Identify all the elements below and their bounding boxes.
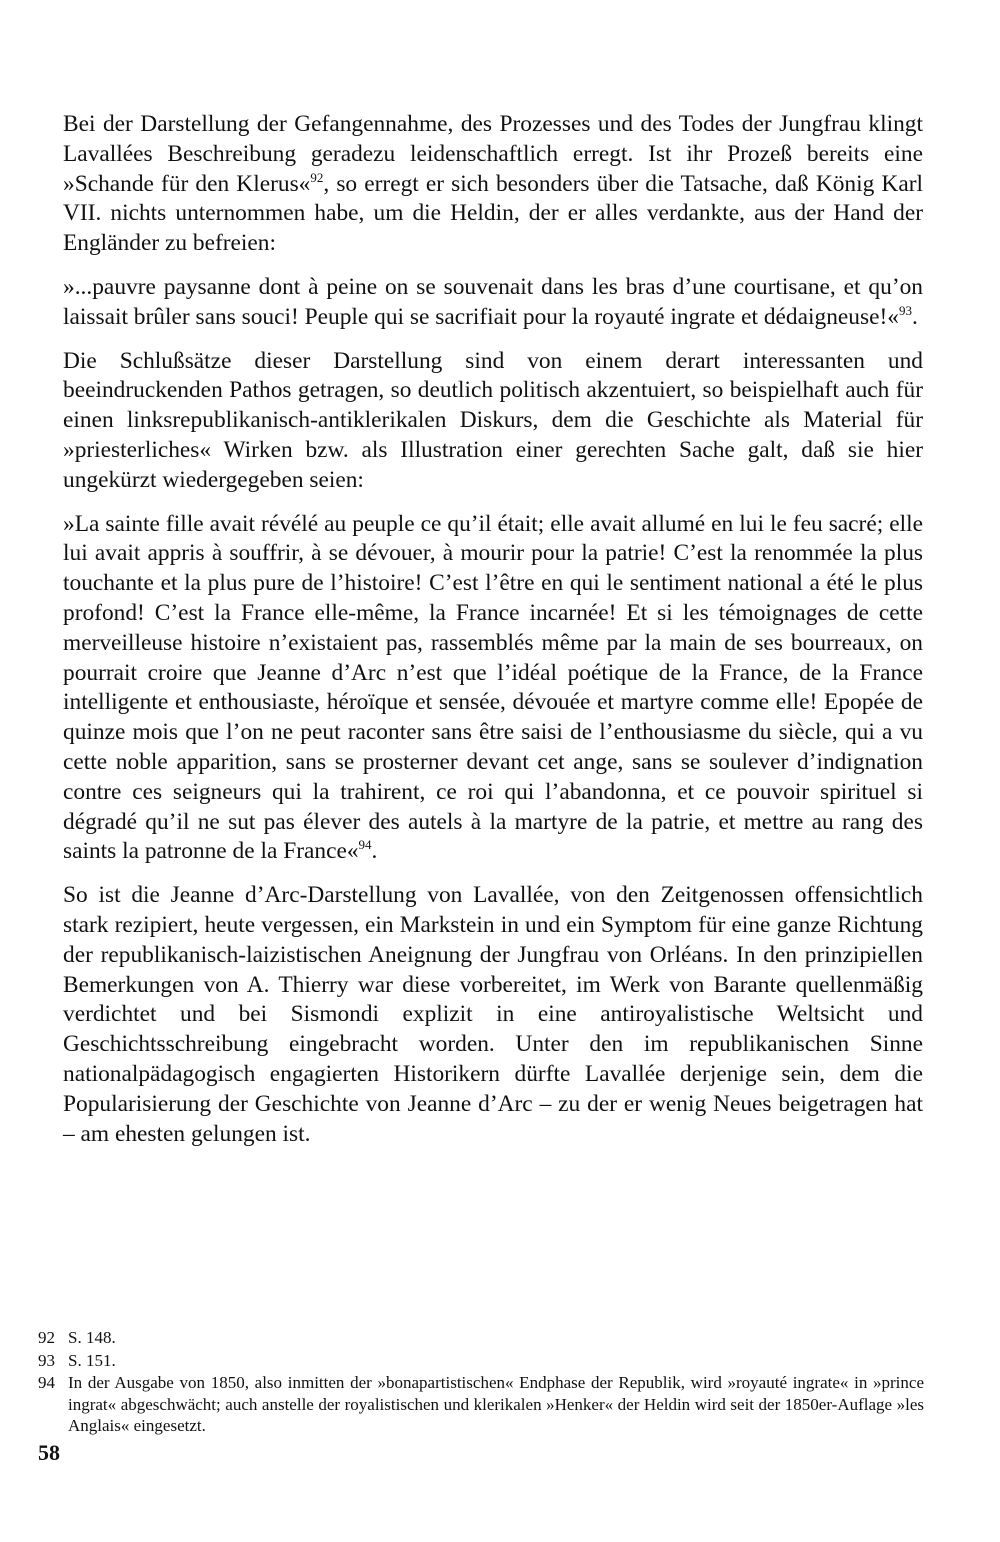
quote-1-rest: . (911, 303, 918, 330)
page-number: 58 (38, 1440, 60, 1465)
quote-2 (63, 510, 923, 868)
footnote-ref-93[interactable]: 93 (898, 302, 912, 318)
paragraph-2 (63, 347, 923, 496)
page-body (63, 110, 923, 1163)
quote-1-text: »...pauvre paysanne dont à peine on se souvenait dans les bras d’une courtisane, et qu’on laissait brûler sans souci! Peuple qui se sacrifiait pour la royauté ingrate et dédaigneuse!« (63, 273, 923, 330)
quote-2-text: »La sainte fille avait révélé au peuple ce qu’il était; elle avait allumé en lui le feu sacré; elle lui avait appris à souffrir, à se dévouer, à mourir pour la patrie! C’est la renommée la plus touchante et la plus pure de l’histoire! C’est l’être en qui le sentiment national a été le plus profond! C’est la France elle-même, la France incarnée! Et si les témoignages de cette merveilleuse histoire n’existaient pas, rassemblés même par la main de ses bourreaux, on pourrait croire que Jeanne d’Arc n’est que l’idéal poétique de la France, de la France intelligente et enthousiaste, héroïque et sensée, dévouée et martyre comme elle! Epopée de quinze mois que l’on ne peut raconter sans être saisi de l’enthousiasme du siècle, qui a vu cette noble apparition, sans se prosterner devant cet ange, sans se soulever d’indignation contre ces seigneurs qui la trahirent, ce roi qui l’abandonna, et ce pouvoir spirituel si dégradé qu’il ne sut pas élever des autels à la martyre de la patrie, et mettre au rang des saints la patronne de la France« (63, 510, 923, 865)
paragraph-2-text: Die Schlußsätze dieser Darstellung sind von einem derart interessanten und beeindruckenden Pathos getragen, so deutlich politisch akzentuiert, so beispielhaft auch für einen linksrepublikanisch-antiklerikalen Diskurs, dem die Geschichte als Material für »priesterliches« Wirken bzw. als Illustration einer gerechten Sache galt, daß sie hier ungekürzt wiedergegeben seien: (63, 347, 923, 493)
footnote-94 (38, 1372, 924, 1437)
footnote-text: In der Ausgabe von 1850, also inmitten der »bonapartistischen« Endphase der Republik, wird »royauté ingrate« in »prince ingrat« abgeschwächt; auch anstelle der royalistischen und klerikalen »Henker« der Heldin wird seit der 1850er-Auflage »les Anglais« eingesetzt. (68, 1373, 924, 1435)
footnote-number: 92 (38, 1328, 55, 1347)
quote-2-rest: . (371, 838, 378, 865)
footnote-ref-94[interactable]: 94 (358, 837, 372, 853)
footnote-93 (38, 1350, 924, 1372)
quote-1 (63, 273, 923, 333)
footnote-text: S. 148. (68, 1328, 116, 1347)
footnote-92 (38, 1327, 924, 1349)
footnote-ref-92[interactable]: 92 (310, 169, 324, 185)
footnote-text: S. 151. (68, 1350, 116, 1370)
paragraph-3 (63, 881, 923, 1149)
footnote-number: 93 (38, 1350, 55, 1370)
footnote-number: 94 (38, 1373, 55, 1392)
footnotes (38, 1327, 924, 1438)
paragraph-1-text: Bei der Darstellung der Gefangennahme, des Prozesses und des Todes der Jungfrau klingt Lavallées Beschreibung geradezu leidenschaftlich erregt. Ist ihr Prozeß bereits eine »Schande für den Klerus« (63, 111, 923, 197)
paragraph-3-text: So ist die Jeanne d’Arc-Darstellung von Lavallée, von den Zeitgenossen offensichtlich stark rezipiert, heute vergessen, ein Markstein in und ein Symptom für eine ganze Richtung der republikanisch-laizistischen Aneignung der Jungfrau von Orléans. In den prinzipiellen Bemerkungen von A. Thierry war diese vorbereitet, im Werk von Barante quellenmäßig verdichtet und bei Sismondi explizit in eine antiroyalistische Weltsicht und Geschichtsschreibung eingebracht worden. Unter den im republikanischen Sinne nationalpädagogisch engagierten Historikern dürfte Lavallée derjenige sein, dem die Popularisierung der Geschichte von Jeanne d’Arc – zu der er wenig Neues beigetragen hat – am ehesten gelungen ist. (63, 882, 923, 1147)
paragraph-1 (63, 110, 923, 259)
paragraph-1-rest: , so erregt er sich besonders über die Tatsache, daß König Karl VII. nichts unternommen habe, um die Heldin, der er alles verdankte, aus der Hand der Engländer zu befreien: (63, 170, 923, 257)
